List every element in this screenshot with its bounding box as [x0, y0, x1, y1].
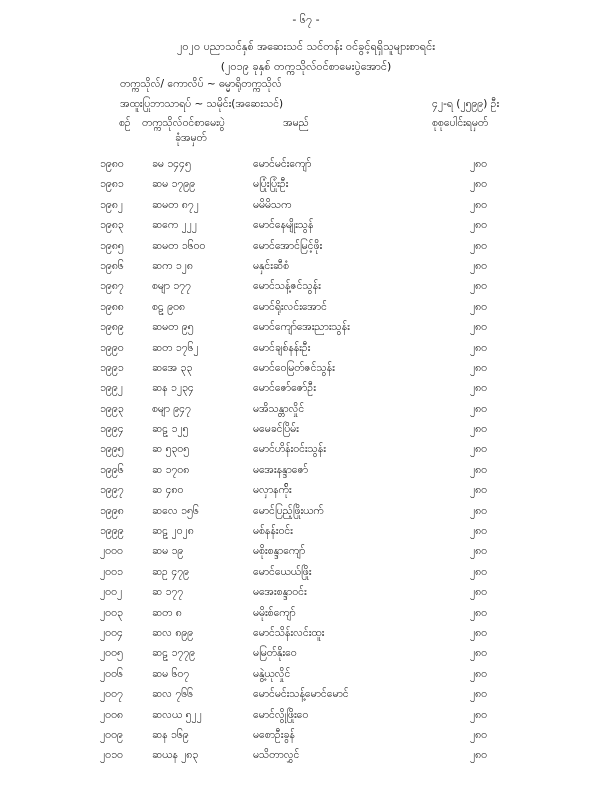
table-row	[0, 199, 612, 219]
total-score: ၂၈၀	[470, 749, 488, 762]
student-name: မောင်ချစ်နန်းဦး	[253, 341, 311, 354]
roll-number: စဠ ၉၀၈	[152, 300, 186, 313]
table-row	[0, 749, 612, 769]
header-roll: တက္ကသိုလ်ဝင်စာမေးပွဲ	[142, 117, 225, 129]
table-row	[0, 342, 612, 362]
table-row	[0, 280, 612, 300]
row-number: ၂၀၀၉	[100, 728, 123, 741]
total-score: ၂၈၀	[470, 341, 488, 354]
row-number: ၁၉၈၃	[100, 219, 124, 232]
total-score: ၂၈၀	[470, 525, 488, 538]
student-name: မောင်မင်းသန့်မောင်မောင်	[253, 688, 349, 701]
header-name: အမည်	[283, 117, 309, 129]
table-row	[0, 729, 612, 749]
header-score: စုစုပေါင်းရမှတ်	[432, 117, 489, 129]
table-row	[0, 464, 612, 484]
row-number: ၁၉၉၃	[100, 402, 124, 415]
total-score: ၂၈၀	[470, 728, 488, 741]
table-row	[0, 545, 612, 565]
roll-number: ဆ ၁၇၀၈	[152, 463, 190, 476]
roll-number: ဆကေ ၂၂၂	[152, 219, 197, 232]
roll-number: ဆဥ ၄၇၉	[152, 565, 190, 578]
student-name: မောင်သန့်ဇင်သွန်း	[253, 280, 321, 293]
roll-number: ဆဠ ၁၇၇၉	[152, 647, 196, 660]
row-number: ၁၉၈၀	[100, 158, 124, 170]
roll-number: ဆတ ၁၇၆၂	[152, 341, 199, 354]
total-score: ၂၈၀	[470, 259, 488, 272]
table-row	[0, 219, 612, 239]
roll-number: ဆန ၁၆၉	[152, 728, 189, 741]
table-row	[0, 505, 612, 525]
roll-number: ဆလေ ၁၅၆	[152, 504, 199, 517]
student-list	[0, 158, 612, 770]
student-name: မောင်နေမျိုးသွန်	[253, 219, 314, 232]
row-number: ၂၀၀၆	[100, 667, 123, 680]
row-number: ၁၉၉၄	[100, 423, 124, 436]
student-name: မောင်မင်းကျော်	[253, 158, 312, 170]
student-name: မောင်ဝေမြတ်ဇင်သွန်း	[253, 361, 335, 374]
student-name: မောင်လွိုဖြိုးဝေ	[253, 708, 309, 721]
student-name: မလှာနက်ိုး	[253, 484, 292, 497]
roll-number: ဆမတ ၁၆၀၀	[152, 239, 206, 252]
total-score: ၂၈၀	[470, 402, 488, 415]
roll-number: ဆမတ ၈၇၂	[152, 198, 199, 211]
row-number: ၁၉၉၂	[100, 382, 123, 395]
total-score: ၂၈၀	[470, 504, 488, 517]
roll-number: ဆလ ၈၉၉	[152, 626, 194, 639]
total-score: ၂၈၀	[470, 219, 488, 232]
student-name: မစ်နန်းဝင်း	[253, 525, 293, 538]
total-score: ၂၈၀	[470, 178, 488, 191]
row-number: ၁၉၉၀	[100, 341, 124, 354]
table-row	[0, 178, 612, 198]
student-name: မောင်ဟိန်းဝင်းသွန်း	[253, 443, 326, 456]
student-name: မမိုးစ်ကျော်	[253, 606, 296, 619]
row-number: ၁၉၈၂	[100, 198, 123, 211]
roll-number: ဆလယ ၅၂၂	[152, 708, 202, 721]
roll-number: ခမ ၁၄၄၅	[152, 158, 191, 170]
roll-number: ဆမ ၁၉	[152, 545, 184, 558]
table-row	[0, 443, 612, 463]
student-name: မမေခင်ပြိမ်း	[253, 423, 299, 436]
table-row	[0, 321, 612, 341]
table-row	[0, 647, 612, 667]
student-name: မောင်အောင်မြင့်ဖိုး	[253, 239, 323, 252]
roll-number: ဆမ ၁၇၉၉	[152, 178, 196, 191]
row-number: ၁၉၈၅	[100, 239, 124, 252]
table-row	[0, 668, 612, 688]
student-name: မအေးစန္ဒာဝင်း	[253, 586, 307, 599]
row-number: ၂၀၀၈	[100, 708, 123, 721]
row-number: ၂၀၁၀	[100, 749, 123, 762]
table-row	[0, 423, 612, 443]
page-number: - ၆၇ -	[292, 13, 320, 26]
row-number: ၁၉၉၁	[100, 361, 124, 374]
row-number: ၁၉၉၈	[100, 504, 124, 517]
total-score: ၂၈၀	[470, 280, 488, 293]
student-name: မအေးနန္ဒာဇော်	[253, 463, 309, 476]
total-score: ၂၈၀	[470, 321, 488, 334]
document-title: ၂၀၂၀ ပညာသင်နှစ် အဆေးသင် သင်တန်း ဝင်ခွင့်ရရှိသူများစာရင်း	[176, 40, 436, 53]
total-score: ၂၈၀	[470, 239, 488, 252]
student-name: မမြတ်နိုးဝေ	[253, 647, 297, 660]
row-number: ၁၉၈၉	[100, 321, 124, 334]
table-row	[0, 240, 612, 260]
student-name: မမိမိသက	[253, 198, 292, 211]
roll-number: စမျာ ၉၄၇	[152, 402, 191, 415]
document-subtitle: (၂၀၁၉ ခုနှစ် တက္ကသိုလ်ဝင်စာမေးပွဲအောင်)	[220, 60, 392, 73]
total-score: ၂၈၀	[470, 158, 488, 170]
row-number: ၁၉၈၆	[100, 259, 124, 272]
row-number: ၂၀၀၃	[100, 606, 123, 619]
total-score: ၂၈၀	[470, 443, 488, 456]
total-score: ၂၈၀	[470, 708, 488, 721]
roll-number: ဆ ၅၃၀၅	[152, 443, 190, 456]
student-name: မောင်ဇော်ဇော်ဦး	[253, 382, 316, 395]
header-no: စဉ်	[119, 117, 131, 129]
row-number: ၁၉၉၉	[100, 525, 124, 538]
row-number: ၁၉၉၅	[100, 443, 124, 456]
total-score: ၂၈၀	[470, 423, 488, 436]
student-name: မစိုးစန္ဒာကျော်	[253, 545, 306, 558]
total-score: ၂၈၀	[470, 565, 488, 578]
roll-number: ဆဠ ၁၂၅	[152, 423, 189, 436]
total-score: ၂၈၀	[470, 361, 488, 374]
university-line: တက္ကသိုလ်/ ကောလိပ် ~ ဓမ္မာရိုတက္ကသိုလ်	[120, 78, 282, 90]
total-score: ၂၈၀	[470, 626, 488, 639]
table-row	[0, 403, 612, 423]
table-row	[0, 362, 612, 382]
total-score: ၂၈၀	[470, 545, 488, 558]
table-row	[0, 688, 612, 708]
row-number: ၂၀၀၁	[100, 565, 123, 578]
total-score: ၂၈၀	[470, 647, 488, 660]
table-row	[0, 586, 612, 606]
student-name: မနှင်းဆီစံ	[253, 259, 289, 272]
table-row	[0, 484, 612, 504]
total-score: ၂၈၀	[470, 198, 488, 211]
roll-number: စမျာ ၁၇၇	[152, 280, 191, 293]
student-name: မအိသန္တာလှိုင်	[253, 402, 305, 415]
student-name: မောင်သိန်းလင်းထူး	[253, 626, 325, 639]
roll-number: ဆ ၁၇၇	[152, 586, 184, 599]
table-row	[0, 260, 612, 280]
student-name: မောင်ပြည့်ဖြိုးယက်	[253, 504, 324, 517]
table-row	[0, 607, 612, 627]
roll-number: ဆန ၁၂၃၄	[152, 382, 194, 395]
row-number: ၂၀၀၅	[100, 647, 123, 660]
row-number: ၂၀၀၀	[100, 545, 123, 558]
roll-number: ဆ ၄၈၀	[152, 484, 184, 497]
student-name: မပြုံးပြုံးဦး	[253, 178, 289, 191]
table-row	[0, 158, 612, 178]
roll-number: ဆဠ ၂၀၂၈	[152, 525, 194, 538]
total-score: ၂၈၀	[470, 463, 488, 476]
student-name: မောင်ယေယ်ဖြိုး	[253, 565, 312, 578]
total-score: ၂၈၀	[470, 300, 488, 313]
total-score: ၂၈၀	[470, 606, 488, 619]
student-name: မသိတာလွှင်	[253, 749, 300, 762]
table-row	[0, 709, 612, 729]
roll-number: ဆအေ ၃၃	[152, 361, 193, 374]
roll-number: ဆတ ၈	[152, 606, 182, 619]
row-number: ၂၀၀၂	[100, 586, 123, 599]
total-count: ၄၂-ရ (၂၅၉၉) ဦး	[432, 98, 500, 110]
row-number: ၁၉၉၆	[100, 463, 124, 476]
roll-number: ဆလ ၇၆၆	[152, 688, 194, 701]
row-number: ၂၀၀၄	[100, 626, 123, 639]
table-row	[0, 566, 612, 586]
student-name: မောင်ကျော်အေးညားသွန်း	[253, 321, 350, 334]
student-name: မစောဦးခွန်	[253, 728, 295, 741]
total-score: ၂၈၀	[470, 382, 488, 395]
student-name: မောင်ရိုးလင်းအောင်	[253, 300, 327, 313]
specialization-line: အထူးပြုဘာသာရပ် ~ သမိုင်း(အဆေးသင်)	[120, 98, 284, 110]
roll-number: ဆမတ ၉၅	[152, 321, 194, 334]
total-score: ၂၈၀	[470, 586, 488, 599]
total-score: ၂၈၀	[470, 667, 488, 680]
table-row	[0, 382, 612, 402]
row-number: ၁၉၈၇	[100, 280, 124, 293]
row-number: ၁၉၈၈	[100, 300, 124, 313]
roll-number: ဆမ ၆၀၇	[152, 667, 190, 680]
header-roll-line2: ခုံအမှတ်	[175, 132, 207, 144]
total-score: ၂၈၀	[470, 484, 488, 497]
table-row	[0, 301, 612, 321]
table-row	[0, 525, 612, 545]
table-row	[0, 627, 612, 647]
total-score: ၂၈၀	[470, 688, 488, 701]
roll-number: ဆက ၁၂၈	[152, 259, 193, 272]
row-number: ၁၉၈၁	[100, 178, 124, 191]
roll-number: ဆယန ၂၈၃	[152, 749, 199, 762]
row-number: ၂၀၀၇	[100, 688, 123, 701]
row-number: ၁၉၉၇	[100, 484, 124, 497]
student-name: မနွဲ့ယုလှိုင်	[253, 667, 291, 680]
